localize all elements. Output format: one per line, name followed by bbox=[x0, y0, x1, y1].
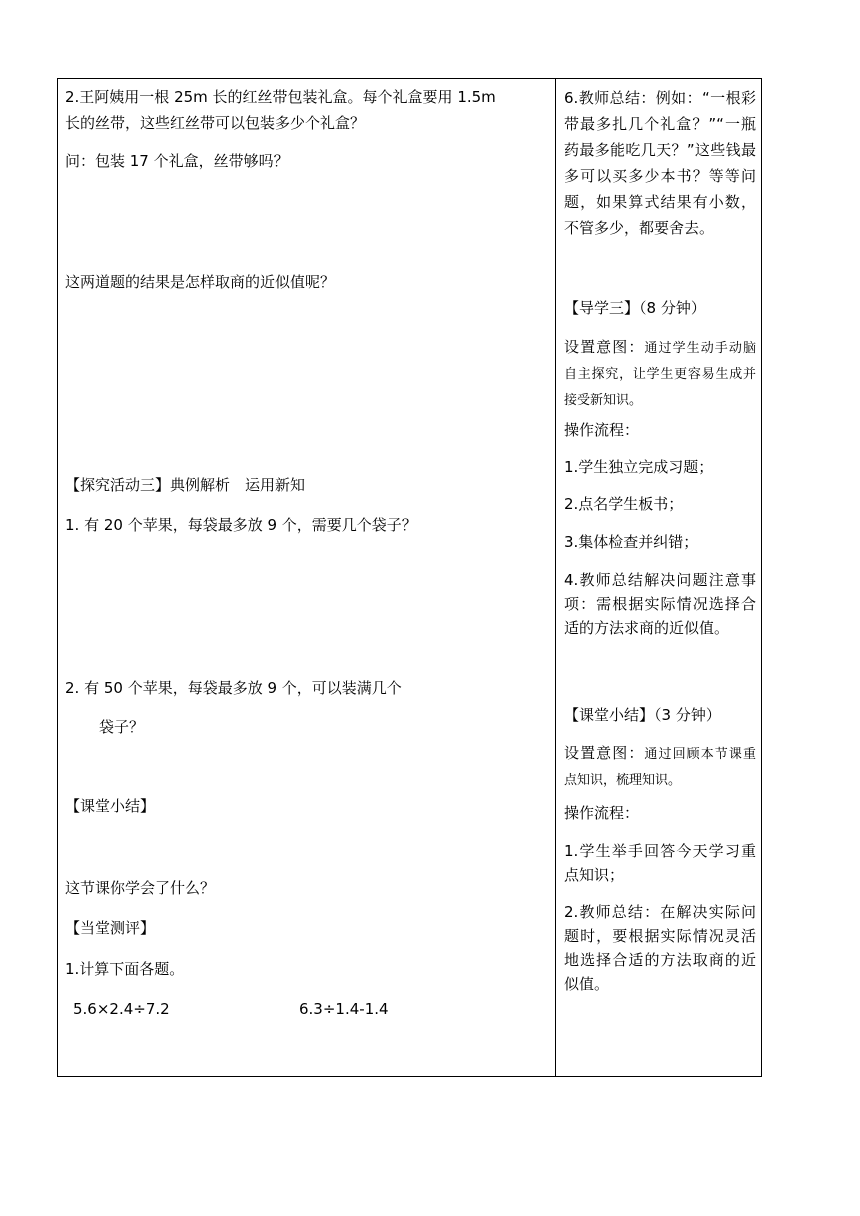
flow-step-4: 4.教师总结解决问题注意事项：需根据实际情况选择合适的方法求商的近似值。 bbox=[564, 571, 756, 637]
intent-label: 设置意图： bbox=[564, 338, 645, 356]
approximation-question: 这两道题的结果是怎样取商的近似值呢？ bbox=[65, 273, 336, 291]
intent2-text: 通过回顾本节课重点知识，梳理知识。 bbox=[564, 747, 756, 788]
operation-flow-label-2: 操作流程： bbox=[564, 804, 640, 822]
in-class-test-heading: 【当堂测评】 bbox=[65, 919, 156, 937]
activity-3-heading: 【探究活动三】典例解析 运用新知 bbox=[65, 476, 306, 494]
summary-heading-right bbox=[564, 703, 721, 728]
design-intent-1 bbox=[564, 335, 756, 413]
summary-time: （3 分钟） bbox=[654, 706, 721, 724]
intent-text: 通过学生动手动脑自主探究，让学生更容易生成并接受新知识。 bbox=[564, 341, 756, 408]
example-1: 1. 有 20 个苹果，每袋最多放 9 个，需要几个袋子？ bbox=[65, 516, 417, 534]
intent2-label: 设置意图： bbox=[564, 744, 645, 762]
summary-question: 这节课你学会了什么？ bbox=[65, 879, 216, 897]
summary-step-1: 1.学生举手回答今天学习重点知识； bbox=[564, 842, 756, 884]
expression-2: 6.3÷1.4-1.4 bbox=[299, 1000, 389, 1018]
summary-title: 【课堂小结】 bbox=[564, 706, 655, 724]
problem-2-line-2: 长的丝带，这些红丝带可以包装多少个礼盒？ bbox=[65, 114, 366, 132]
summary-step-2: 2.教师总结：在解决实际问题时，要根据实际情况灵活地选择合适的方法取商的近似值。 bbox=[564, 903, 756, 993]
question-text: 问：包装 17 个礼盒，丝带够吗？ bbox=[65, 152, 289, 170]
guide-3-heading bbox=[564, 296, 756, 321]
class-summary-heading: 【课堂小结】 bbox=[65, 797, 156, 815]
flow-step-2: 2.点名学生板书； bbox=[564, 495, 684, 513]
test-item-1: 1.计算下面各题。 bbox=[65, 960, 185, 978]
teacher-summary-text: 6.教师总结：例如：“一根彩带最多扎几个礼盒？”“一瓶药最多能吃几天？”这些钱最多可以买多少本书？等等问题，如果算式结果有小数，不管多少，都要舍去。 bbox=[564, 89, 756, 237]
flow-step-3: 3.集体检查并纠错； bbox=[564, 533, 699, 551]
example-2-line-1: 2. 有 50 个苹果，每袋最多放 9 个，可以装满几个 bbox=[65, 679, 402, 697]
column-divider bbox=[555, 79, 556, 1076]
guide-3-time: （8 分钟） bbox=[639, 299, 706, 317]
operation-flow-label: 操作流程： bbox=[564, 421, 640, 439]
flow-step-1: 1.学生独立完成习题； bbox=[564, 458, 714, 476]
example-2-line-2: 袋子？ bbox=[99, 718, 145, 736]
guide-3-title: 【导学三】 bbox=[564, 299, 640, 317]
expression-1: 5.6×2.4÷7.2 bbox=[73, 1000, 170, 1018]
design-intent-2 bbox=[564, 741, 756, 793]
problem-2-line-1: 2.王阿姨用一根 25m 长的红丝带包装礼盒。每个礼盒要用 1.5m bbox=[65, 88, 496, 106]
